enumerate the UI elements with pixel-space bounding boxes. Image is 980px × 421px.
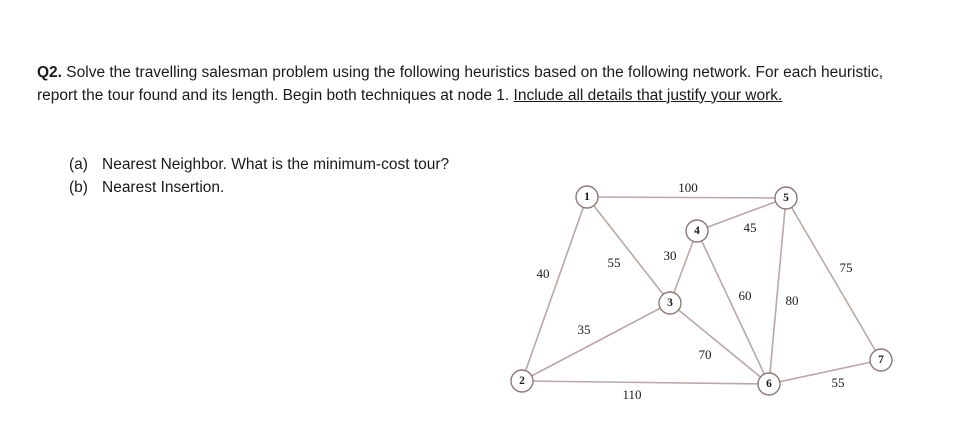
node-1 [576, 186, 598, 208]
part-b-label: (b) [69, 179, 88, 196]
network-diagram [500, 170, 920, 405]
edge-1-5 [587, 197, 786, 198]
question-body: Solve the travelling salesman problem using the following heuristics based on the following network. For each heuristic, report the tour found and its length. Begin both techniques at node 1. [37, 64, 884, 104]
node-2 [511, 370, 533, 392]
node-6-label: 6 [766, 378, 772, 391]
part-b [69, 176, 449, 199]
node-1-label: 1 [584, 191, 590, 204]
node-4-label: 4 [694, 225, 700, 238]
node-4 [686, 220, 708, 242]
network-edge-weights [537, 180, 853, 402]
edge-4-5 [697, 198, 786, 231]
question-text [37, 62, 907, 107]
edge-2-3 [522, 303, 670, 381]
edge-weight-4-5: 45 [743, 219, 757, 235]
edge-weight-5-6: 80 [785, 292, 799, 308]
part-a-label: (a) [69, 156, 88, 173]
edge-5-7 [786, 198, 881, 360]
node-3-label: 3 [667, 297, 673, 310]
question-underlined-instruction: Include all details that justify your work. [513, 86, 783, 104]
question-label: Q2. [37, 64, 62, 81]
edge-weight-6-7: 55 [831, 374, 845, 390]
node-2-label: 2 [519, 375, 525, 388]
edge-weight-2-3: 35 [577, 321, 591, 337]
edge-2-6 [522, 381, 769, 384]
node-5-label: 5 [783, 192, 789, 205]
node-6 [758, 373, 780, 395]
node-5 [775, 187, 797, 209]
edge-6-7 [769, 360, 881, 384]
edge-weight-1-2: 40 [536, 265, 550, 281]
node-7 [870, 349, 892, 371]
node-7-label: 7 [878, 354, 884, 367]
edge-3-6 [670, 303, 769, 384]
edge-5-6 [769, 198, 786, 384]
part-a-text: Nearest Neighbor. What is the minimum-cost tour? [102, 156, 450, 173]
edge-weight-5-7: 75 [839, 259, 853, 275]
node-3 [659, 292, 681, 314]
edge-weight-4-6: 60 [738, 287, 752, 303]
part-a [69, 153, 449, 176]
edge-weight-1-5: 100 [678, 179, 698, 195]
question-parts [69, 153, 449, 199]
edge-weight-3-6: 70 [698, 346, 712, 362]
edge-weight-1-3: 55 [607, 254, 621, 270]
edge-1-3 [587, 197, 670, 303]
network-nodes [511, 186, 892, 395]
edge-weight-2-6: 110 [622, 386, 642, 402]
part-b-text: Nearest Insertion. [102, 179, 225, 196]
edge-1-2 [522, 197, 587, 381]
edge-weight-3-4: 30 [663, 247, 677, 263]
